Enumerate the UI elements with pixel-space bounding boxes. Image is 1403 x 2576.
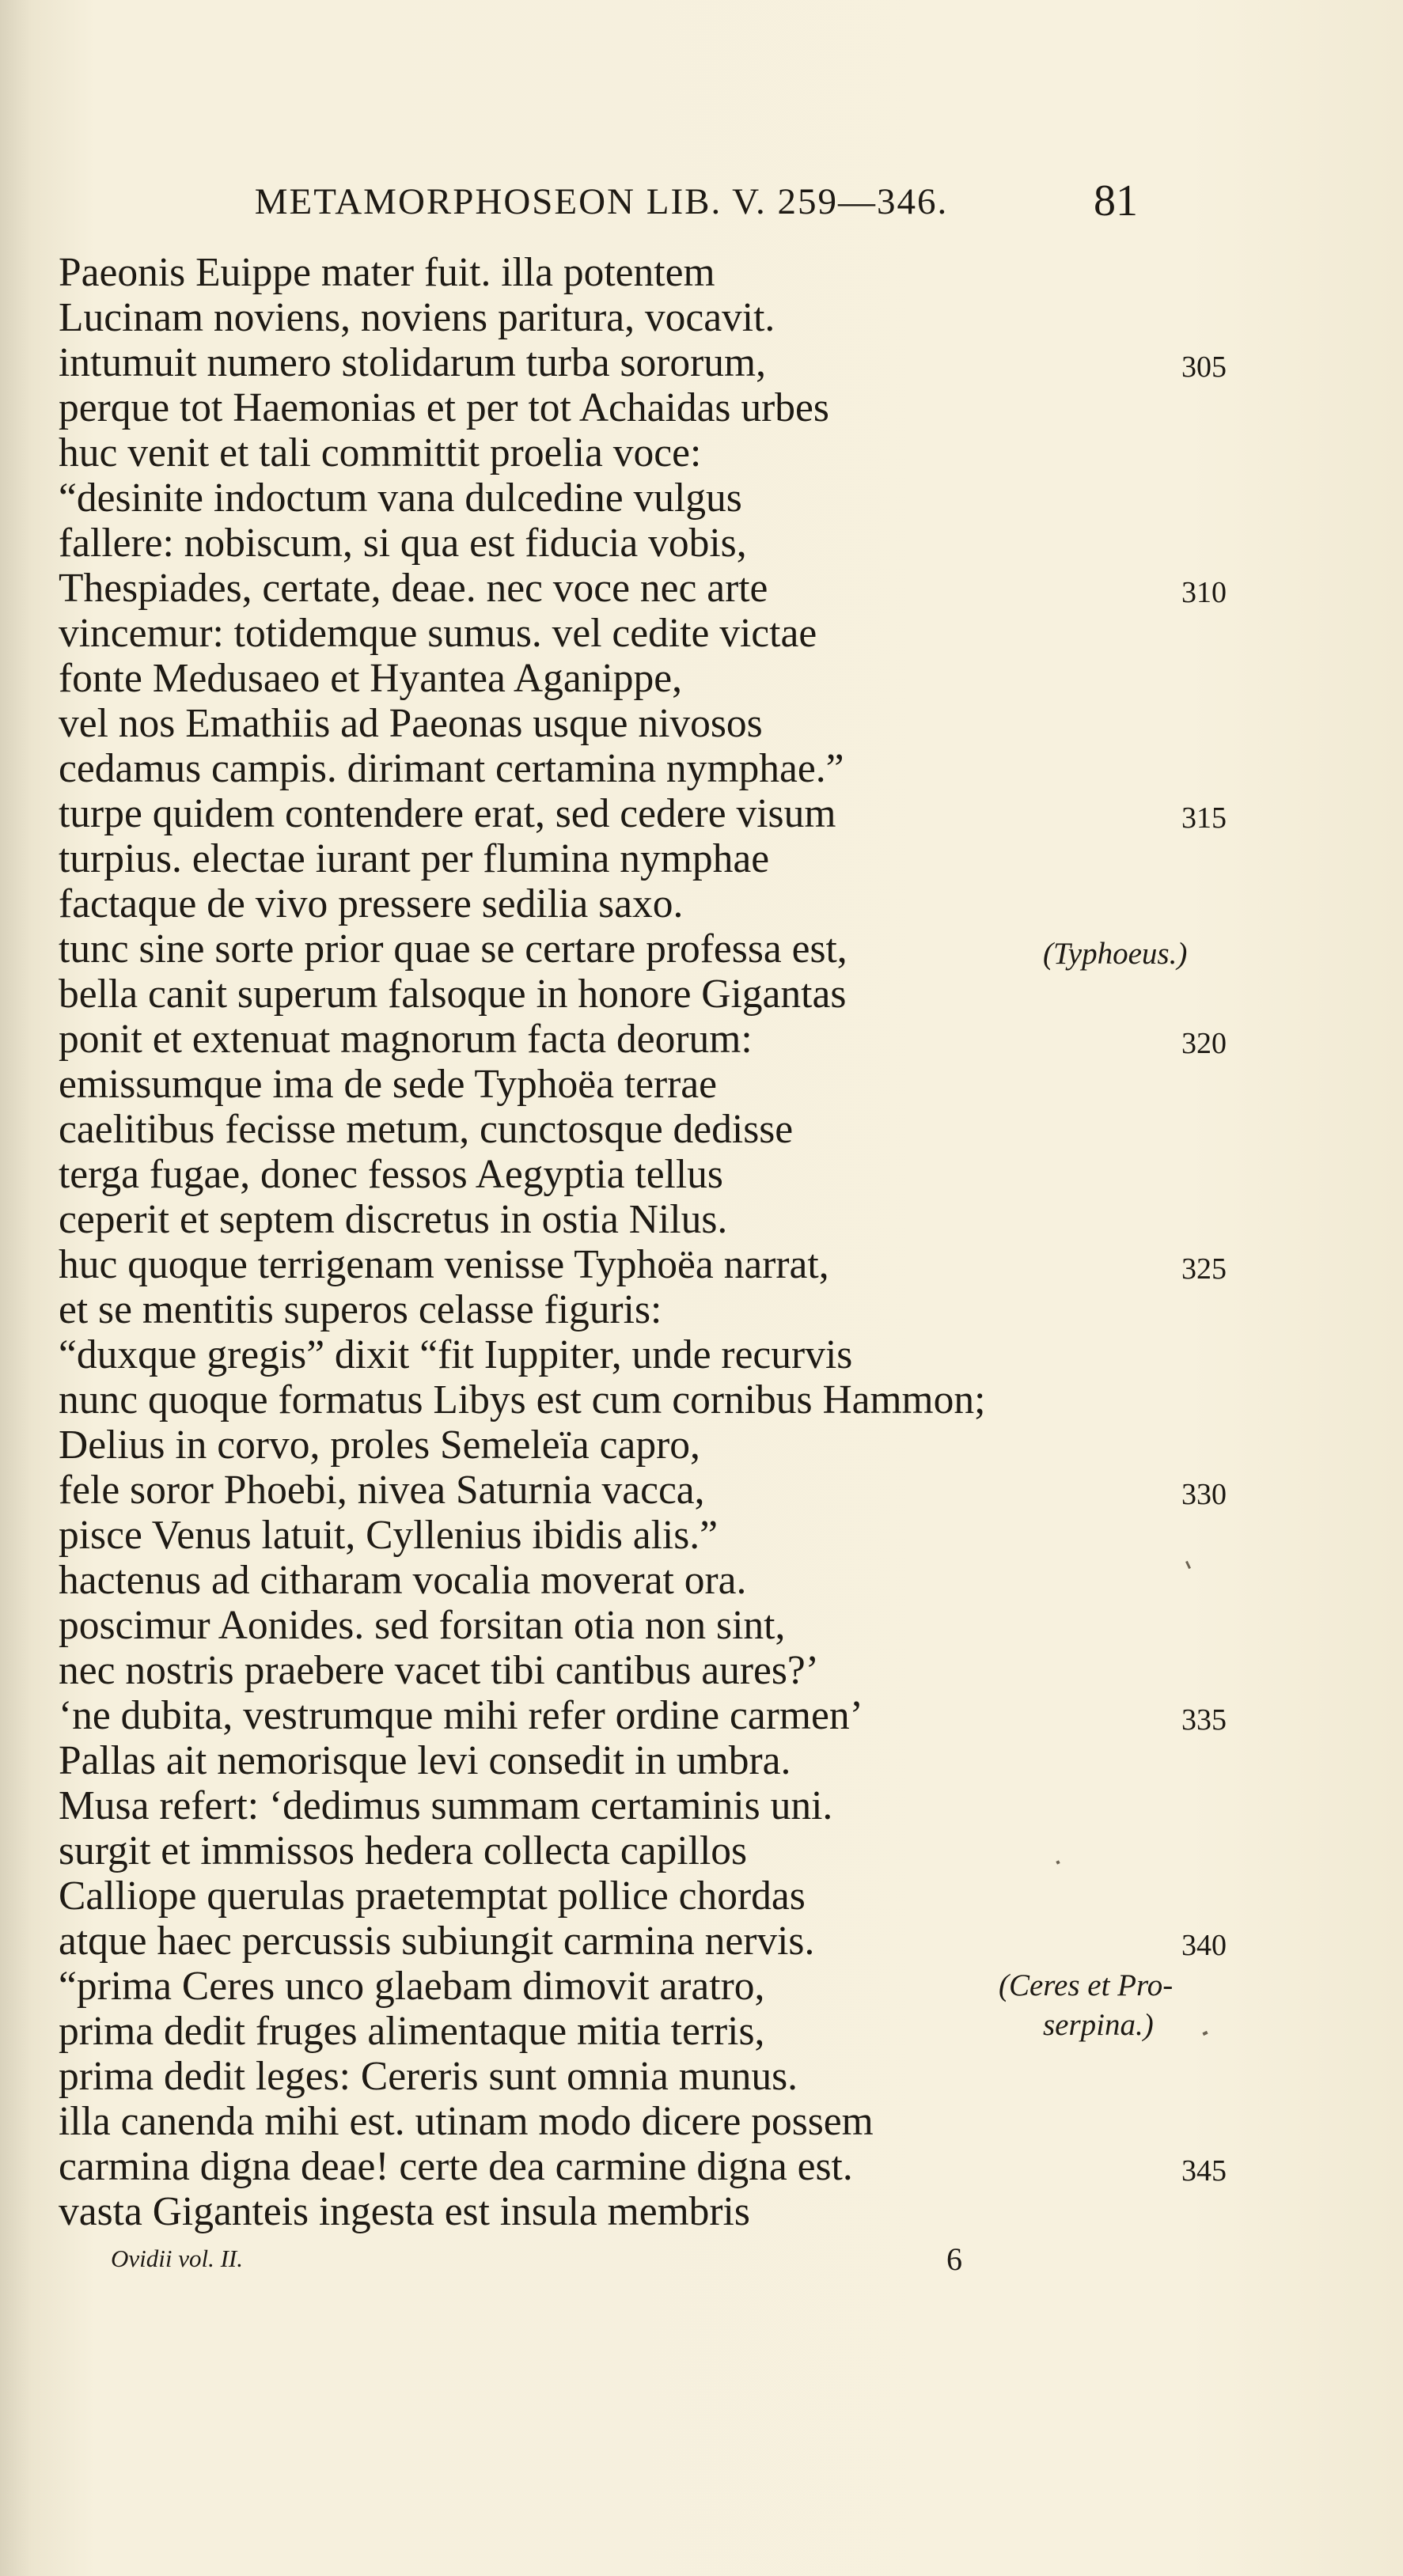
verse-line: Lucinam noviens, noviens paritura, vocavit.: [59, 295, 775, 340]
running-header: METAMORPHOSEON LIB. V. 259—346.: [254, 181, 949, 222]
page-number: 81: [1094, 176, 1138, 225]
line-number: 305: [1181, 350, 1227, 384]
signature-mark: Ovidii vol. II.: [111, 2245, 244, 2272]
verse-line: Calliope querulas praetemptat pollice chordas: [59, 1873, 806, 1919]
verse-line: atque haec percussis subiungit carmina nervis.: [59, 1919, 815, 1964]
ink-speck: [1185, 1561, 1191, 1569]
margin-note-ceres-line1: (Ceres et Pro-: [999, 1968, 1174, 2002]
line-number: 320: [1181, 1027, 1227, 1060]
verse-line: tunc sine sorte prior quae se certare professa est,: [59, 926, 847, 972]
verse-line: emissumque ima de sede Typhoëa terrae: [59, 1062, 718, 1107]
verse-line: “prima Ceres unco glaebam dimovit aratro,: [59, 1964, 765, 2009]
verse-line: bella canit superum falsoque in honore Gigantas: [59, 972, 847, 1017]
verse-line: nunc quoque formatus Libys est cum cornibus Hammon;: [59, 1377, 986, 1422]
verse-line: Pallas ait nemorisque levi consedit in umbra.: [59, 1738, 791, 1783]
verse-line: prima dedit leges: Cereris sunt omnia munus.: [59, 2054, 798, 2099]
ink-speck: [1202, 2031, 1208, 2036]
verse-line: illa canenda mihi est. utinam modo dicere possem: [59, 2099, 874, 2144]
ink-speck: [1056, 1860, 1060, 1864]
line-number: 325: [1181, 1252, 1227, 1286]
verse-line: factaque de vivo pressere sedilia saxo.: [59, 881, 684, 926]
sheet-number: 6: [946, 2241, 962, 2277]
verse-line: turpius. electae iurant per flumina nymphae: [59, 836, 770, 881]
verse-line: terga fugae, donec fessos Aegyptia tellus: [59, 1152, 723, 1197]
verse-line: huc quoque terrigenam venisse Typhoëa narrat,: [59, 1242, 829, 1287]
verse-line: Paeonis Euippe mater fuit. illa potentem: [59, 250, 715, 295]
verse-line: ‘ne dubita, vestrumque mihi refer ordine carmen’: [59, 1693, 863, 1738]
verse-line: fallere: nobiscum, si qua est fiducia vobis,: [59, 521, 747, 566]
line-number: 345: [1181, 2154, 1227, 2188]
verse-line: fonte Medusaeo et Hyantea Aganippe,: [59, 656, 682, 701]
verse-line: pisce Venus latuit, Cyllenius ibidis alis.”: [59, 1513, 719, 1558]
line-number: 310: [1181, 576, 1227, 609]
verse-line: caelitibus fecisse metum, cunctosque dedisse: [59, 1107, 794, 1152]
verse-line: vasta Giganteis ingesta est insula membris: [59, 2189, 750, 2234]
verse-line: Thespiades, certate, deae. nec voce nec arte: [59, 566, 768, 611]
line-number: 335: [1181, 1703, 1227, 1737]
verse-line: poscimur Aonides. sed forsitan otia non sint,: [59, 1603, 786, 1648]
verse-line: huc venit et tali committit proelia voce:: [59, 430, 702, 475]
verse-line: nec nostris praebere vacet tibi cantibus aures?’: [59, 1648, 819, 1693]
verse-line: hactenus ad citharam vocalia moverat ora.: [59, 1558, 747, 1603]
verse-line: vel nos Emathiis ad Paeonas usque nivosos: [59, 701, 763, 746]
verse-line: Musa refert: ‘dedimus summam certaminis uni.: [59, 1783, 833, 1828]
verse-line: ceperit et septem discretus in ostia Nilus.: [59, 1197, 728, 1242]
verse-line: prima dedit fruges alimentaque mitia terris,: [59, 2009, 765, 2054]
verse-line: “desinite indoctum vana dulcedine vulgus: [59, 475, 742, 521]
verse-line: carmina digna deae! certe dea carmine digna est.: [59, 2144, 853, 2189]
verse-line: intumuit numero stolidarum turba sororum,: [59, 340, 766, 385]
line-number: 315: [1181, 801, 1227, 835]
verse-line: ponit et extenuat magnorum facta deorum:: [59, 1017, 753, 1062]
verse-line: et se mentitis superos celasse figuris:: [59, 1287, 662, 1332]
line-number: 330: [1181, 1478, 1227, 1511]
margin-note-typhoeus: (Typhoeus.): [1043, 937, 1188, 971]
verse-line: Delius in corvo, proles Semeleïa capro,: [59, 1422, 700, 1468]
verse-line: vincemur: totidemque sumus. vel cedite victae: [59, 611, 817, 656]
verse-line: “duxque gregis” dixit “fit Iuppiter, unde recurvis: [59, 1332, 853, 1377]
verse-line: fele soror Phoebi, nivea Saturnia vacca,: [59, 1468, 705, 1513]
verse-line: surgit et immissos hedera collecta capillos: [59, 1828, 748, 1873]
verse-line: perque tot Haemonias et per tot Achaidas urbes: [59, 385, 829, 430]
margin-note-ceres-line2: serpina.): [1043, 2008, 1154, 2042]
verse-line: turpe quidem contendere erat, sed cedere visum: [59, 791, 836, 836]
line-number: 340: [1181, 1929, 1227, 1962]
verse-line: cedamus campis. dirimant certamina nymphae.”: [59, 746, 844, 791]
